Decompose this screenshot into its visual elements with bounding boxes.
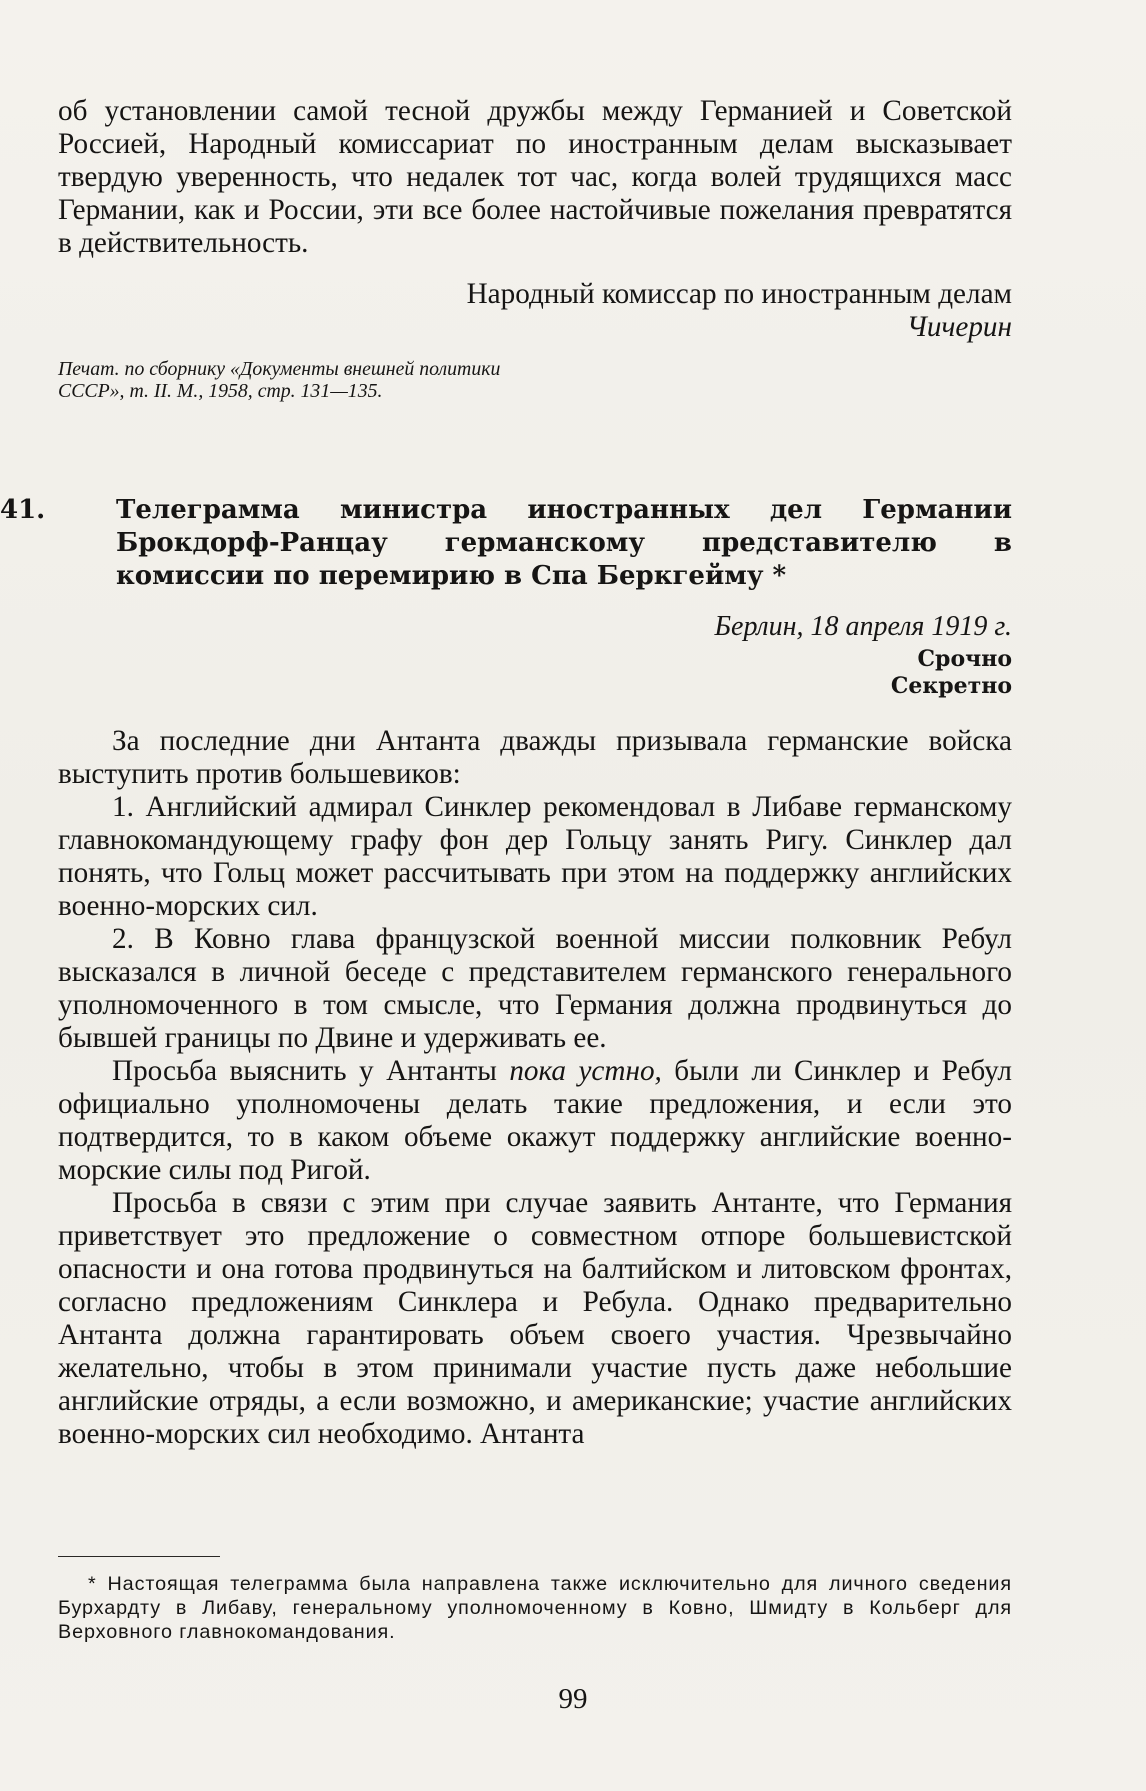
signature-name: Чичерин <box>906 311 1012 343</box>
source-note: Печат. по сборнику «Документы внешней политики СССР», т. II. М., 1958, стр. 131—135. <box>58 358 501 402</box>
place-date: Берлин, 18 апреля 1919 г. <box>714 611 1012 642</box>
body-paragraph-4-start: Просьба выяснить у Антанты <box>112 1055 510 1087</box>
footnote-block <box>58 1572 1012 1644</box>
footnote-rule <box>58 1556 220 1557</box>
body-paragraph-4-end: были ли Синклер и Ребул официально уполномочены делать такие предложения, и если это подтвердится, то в каком объеме окажут поддержку английские военно-морские силы под Ригой. <box>58 1055 1012 1186</box>
body-paragraph-5: Просьба в связи с этим при случае заявить Антанте, что Германия приветствует это предложение о совместном отпоре большевистской опасности и она готова продвинуться на балтийском и литовском фронтах, согласно предложениям Синклера и Ребула. Однако предварительно Антанта должна гарантировать объем своего участия. Чрезвычайно желательно, чтобы в этом принимали участие пусть даже небольшие английские отряды, а если возможно, и американские; участие английских военно-морских сил необходимо. Антанта <box>58 1187 1012 1450</box>
body-paragraph-2: 1. Английский адмирал Синклер рекомендовал в Либаве германскому главнокомандующему графу фон дер Гольцу занять Ригу. Синклер дал понять, что Гольц может рассчитывать при этом на поддержку английских военно-морских сил. <box>58 791 1012 922</box>
document-heading <box>0 494 1012 593</box>
page-number: 99 <box>558 1683 588 1715</box>
document-number: 41. <box>0 495 46 525</box>
body-paragraph-4 <box>58 1055 1012 1187</box>
document-title: Телеграмма министра иностранных дел Германии Брокдорф-Ранцау германскому представителю в комиссии по перемирию в Спа Беркгейму * <box>116 495 1012 591</box>
footnote-text: * Настоящая телеграмма была направлена также исключительно для личного сведения Бурхардту в Либаву, генеральному уполномоченному в Ковно, Шмидту в Кольберг для Верховного главнокомандования. <box>58 1573 1012 1643</box>
signature-title: Народный комиссар по иностранным делам <box>466 278 1012 310</box>
mark-secret: Секретно <box>890 673 1012 699</box>
body-paragraph-1: За последние дни Антанта дважды призывала германские войска выступить против большевиков: <box>58 725 1012 790</box>
mark-urgent: Срочно <box>917 646 1012 672</box>
top-paragraph-block <box>58 95 1012 260</box>
body-paragraph-4-emphasis: пока устно, <box>509 1055 662 1087</box>
body-paragraph-3: 2. В Ковно глава французской военной миссии полковник Ребул высказался в личной беседе с представителем германского генерального уполномоченного в том смысле, что Германия должна продвинуться до бывшей границы по Двине и удерживать ее. <box>58 923 1012 1054</box>
telegram-body <box>58 725 1012 1451</box>
top-paragraph: об установлении самой тесной дружбы между Германией и Советской Россией, Народный комиссариат по иностранным делам высказывает твердую уверенность, что недалек тот час, когда волей трудящихся масс Германии, как и России, эти все более настойчивые пожелания превратятся в действительность. <box>58 95 1012 259</box>
